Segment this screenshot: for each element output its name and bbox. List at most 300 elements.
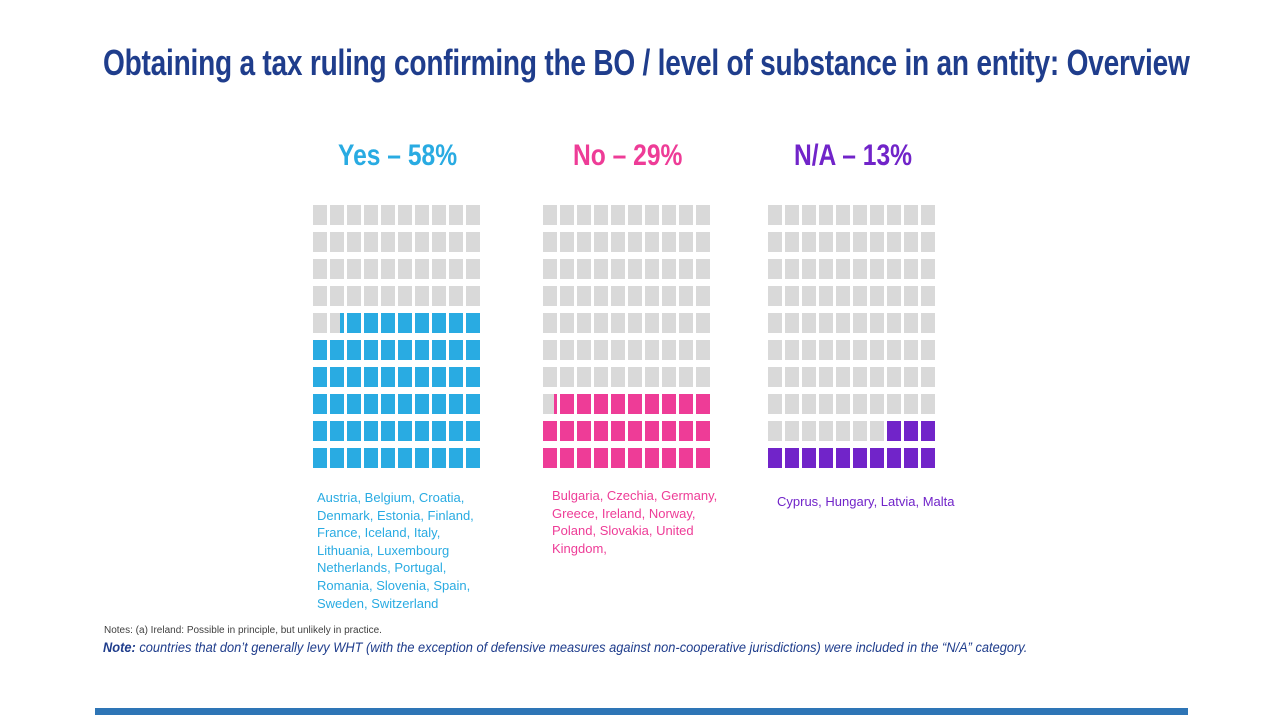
waffle-cell — [381, 340, 395, 360]
waffle-cell — [870, 232, 884, 252]
waffle-cell — [560, 421, 574, 441]
waffle-cell — [577, 259, 591, 279]
waffle-cell — [628, 394, 642, 414]
waffle-cell — [836, 448, 850, 468]
waffle-cell — [696, 394, 710, 414]
waffle-cell — [887, 259, 901, 279]
waffle-cell — [802, 259, 816, 279]
waffle-cell — [921, 313, 935, 333]
waffle-cell — [594, 313, 608, 333]
waffle-cell — [870, 448, 884, 468]
waffle-cell — [819, 205, 833, 225]
waffle-cell — [921, 421, 935, 441]
waffle-cell — [313, 205, 327, 225]
waffle-cell — [560, 367, 574, 387]
waffle-cell — [628, 205, 642, 225]
waffle-cell — [802, 367, 816, 387]
waffle-cell — [611, 394, 625, 414]
waffle-cell — [415, 367, 429, 387]
waffle-cell — [904, 448, 918, 468]
waffle-cell — [785, 232, 799, 252]
waffle-cell — [802, 232, 816, 252]
waffle-cell — [611, 313, 625, 333]
waffle-cell — [432, 286, 446, 306]
waffle-cell — [887, 367, 901, 387]
footnote-ireland: Notes: (a) Ireland: Possible in principle, but unlikely in practice. — [104, 625, 382, 636]
waffle-cell — [347, 367, 361, 387]
waffle-cell — [768, 367, 782, 387]
waffle-cell — [785, 313, 799, 333]
waffle-cell — [415, 448, 429, 468]
waffle-cell — [313, 448, 327, 468]
waffle-cell — [560, 232, 574, 252]
waffle-cell — [836, 340, 850, 360]
waffle-cell — [819, 313, 833, 333]
waffle-cell — [819, 286, 833, 306]
waffle-cell — [696, 448, 710, 468]
country-list-na: Cyprus, Hungary, Latvia, Malta — [777, 494, 955, 509]
waffle-cell — [577, 367, 591, 387]
waffle-cell — [594, 394, 608, 414]
waffle-cell — [364, 448, 378, 468]
waffle-cell — [819, 394, 833, 414]
waffle-cell — [662, 340, 676, 360]
waffle-cell — [887, 205, 901, 225]
waffle-cell — [662, 286, 676, 306]
waffle-cell — [577, 232, 591, 252]
waffle-cell — [696, 421, 710, 441]
waffle-cell — [679, 313, 693, 333]
waffle-cell — [611, 367, 625, 387]
waffle-cell — [381, 421, 395, 441]
waffle-cell — [628, 448, 642, 468]
waffle-cell — [577, 394, 591, 414]
waffle-cell — [768, 448, 782, 468]
waffle-cell — [853, 205, 867, 225]
waffle-cell — [313, 286, 327, 306]
waffle-cell — [415, 232, 429, 252]
waffle-cell — [836, 259, 850, 279]
waffle-cell — [836, 232, 850, 252]
waffle-cell — [449, 259, 463, 279]
waffle-cell — [432, 259, 446, 279]
waffle-cell — [836, 421, 850, 441]
waffle-cell — [381, 394, 395, 414]
waffle-cell — [904, 340, 918, 360]
waffle-cell — [577, 448, 591, 468]
waffle-cell — [645, 394, 659, 414]
waffle-cell — [645, 313, 659, 333]
waffle-cell — [466, 259, 480, 279]
waffle-cell — [543, 205, 557, 225]
waffle-cell — [785, 448, 799, 468]
waffle-cell — [466, 421, 480, 441]
waffle-cell — [313, 367, 327, 387]
waffle-cell-partial — [554, 394, 557, 414]
waffle-cell — [785, 394, 799, 414]
waffle-cell — [415, 205, 429, 225]
waffle-cell — [696, 367, 710, 387]
waffle-cell — [398, 340, 412, 360]
chart-header-yes-label: Yes – 58% — [338, 139, 458, 172]
waffle-cell — [628, 259, 642, 279]
waffle-cell — [628, 232, 642, 252]
waffle-cell — [785, 205, 799, 225]
waffle-cell — [364, 313, 378, 333]
waffle-cell — [887, 232, 901, 252]
waffle-cell — [594, 205, 608, 225]
waffle-cell — [594, 448, 608, 468]
waffle-cell — [870, 205, 884, 225]
waffle-cell — [662, 367, 676, 387]
waffle-cell — [679, 367, 693, 387]
waffle-cell — [594, 340, 608, 360]
waffle-cell — [904, 421, 918, 441]
waffle-cell — [415, 340, 429, 360]
waffle-cell — [432, 367, 446, 387]
waffle-cell — [432, 340, 446, 360]
waffle-cell — [466, 286, 480, 306]
waffle-cell — [466, 313, 480, 333]
waffle-cell — [594, 259, 608, 279]
waffle-cell — [853, 367, 867, 387]
waffle-cell — [819, 421, 833, 441]
waffle-cell — [432, 394, 446, 414]
waffle-cell — [662, 394, 676, 414]
page-title: Obtaining a tax ruling confirming the BO / level of substance in an entity: Overview — [103, 42, 1190, 83]
waffle-cell — [768, 394, 782, 414]
waffle-cell — [611, 421, 625, 441]
waffle-cell — [560, 394, 574, 414]
waffle-cell — [415, 259, 429, 279]
waffle-cell — [921, 340, 935, 360]
waffle-chart-na — [768, 205, 935, 468]
waffle-cell — [768, 421, 782, 441]
waffle-cell — [466, 340, 480, 360]
waffle-cell — [785, 259, 799, 279]
waffle-cell — [853, 394, 867, 414]
waffle-cell — [330, 421, 344, 441]
waffle-cell — [785, 421, 799, 441]
waffle-cell — [398, 232, 412, 252]
waffle-cell — [330, 448, 344, 468]
waffle-cell — [381, 448, 395, 468]
waffle-cell — [330, 205, 344, 225]
waffle-cell — [645, 421, 659, 441]
footer-accent-bar — [95, 708, 1188, 715]
waffle-cell — [466, 448, 480, 468]
waffle-cell — [330, 394, 344, 414]
waffle-chart-no — [543, 205, 710, 468]
waffle-cell — [313, 232, 327, 252]
footnote-main-label: Note: — [103, 640, 136, 655]
waffle-cell — [432, 232, 446, 252]
waffle-cell — [870, 367, 884, 387]
waffle-cell — [398, 205, 412, 225]
waffle-cell — [432, 448, 446, 468]
waffle-cell — [768, 205, 782, 225]
waffle-cell — [364, 259, 378, 279]
waffle-cell — [645, 286, 659, 306]
waffle-cell — [313, 394, 327, 414]
waffle-cell-partial — [340, 313, 344, 333]
waffle-cell — [466, 367, 480, 387]
waffle-cell — [594, 232, 608, 252]
waffle-cell — [921, 286, 935, 306]
waffle-cell — [904, 286, 918, 306]
waffle-cell — [921, 367, 935, 387]
waffle-cell — [679, 259, 693, 279]
waffle-cell — [662, 421, 676, 441]
waffle-cell — [819, 232, 833, 252]
footnote-main — [103, 640, 1027, 655]
waffle-cell — [870, 259, 884, 279]
waffle-cell — [645, 259, 659, 279]
waffle-cell — [347, 448, 361, 468]
waffle-cell — [819, 448, 833, 468]
waffle-cell — [819, 367, 833, 387]
waffle-cell — [381, 286, 395, 306]
waffle-cell — [662, 205, 676, 225]
waffle-cell — [611, 340, 625, 360]
waffle-cell — [611, 205, 625, 225]
waffle-cell — [543, 367, 557, 387]
waffle-cell — [921, 205, 935, 225]
waffle-cell — [543, 232, 557, 252]
waffle-cell — [313, 313, 327, 333]
waffle-cell — [415, 394, 429, 414]
waffle-cell — [611, 448, 625, 468]
waffle-cell — [398, 367, 412, 387]
waffle-cell — [347, 394, 361, 414]
waffle-cell — [313, 259, 327, 279]
waffle-cell — [679, 394, 693, 414]
footnote-main-text: countries that don’t generally levy WHT (with the exception of defensive measures against non-cooperative jurisdictions) were included in the “N/A” category. — [135, 640, 1028, 655]
waffle-cell — [560, 286, 574, 306]
waffle-cell — [364, 232, 378, 252]
waffle-cell — [870, 421, 884, 441]
waffle-cell — [662, 259, 676, 279]
waffle-cell — [594, 286, 608, 306]
waffle-cell — [577, 421, 591, 441]
waffle-cell — [802, 286, 816, 306]
waffle-cell — [904, 232, 918, 252]
waffle-cell — [398, 259, 412, 279]
waffle-cell — [870, 286, 884, 306]
waffle-cell — [628, 367, 642, 387]
waffle-cell — [836, 394, 850, 414]
waffle-cell — [768, 340, 782, 360]
waffle-cell — [679, 205, 693, 225]
waffle-cell — [819, 340, 833, 360]
waffle-cell — [381, 367, 395, 387]
waffle-cell — [768, 232, 782, 252]
waffle-cell — [785, 286, 799, 306]
waffle-cell — [696, 259, 710, 279]
waffle-cell — [662, 232, 676, 252]
waffle-cell — [853, 232, 867, 252]
waffle-cell — [836, 205, 850, 225]
waffle-cell — [594, 421, 608, 441]
waffle-cell — [679, 448, 693, 468]
waffle-cell — [347, 421, 361, 441]
waffle-cell — [449, 286, 463, 306]
waffle-cell — [449, 421, 463, 441]
waffle-cell — [347, 340, 361, 360]
waffle-cell — [802, 394, 816, 414]
waffle-cell — [696, 232, 710, 252]
waffle-cell — [330, 232, 344, 252]
waffle-cell — [904, 367, 918, 387]
waffle-cell — [543, 421, 557, 441]
waffle-cell — [802, 313, 816, 333]
waffle-cell — [415, 286, 429, 306]
waffle-cell — [543, 448, 557, 468]
waffle-cell — [696, 286, 710, 306]
waffle-cell — [870, 394, 884, 414]
waffle-cell — [543, 340, 557, 360]
waffle-cell — [853, 340, 867, 360]
waffle-chart-yes — [313, 205, 480, 468]
waffle-cell — [466, 394, 480, 414]
chart-header-na — [768, 139, 938, 173]
waffle-cell — [415, 421, 429, 441]
waffle-cell — [921, 232, 935, 252]
waffle-cell — [853, 259, 867, 279]
waffle-cell — [364, 421, 378, 441]
waffle-cell — [870, 340, 884, 360]
waffle-cell — [921, 448, 935, 468]
waffle-cell — [802, 421, 816, 441]
waffle-cell — [836, 313, 850, 333]
waffle-cell — [611, 259, 625, 279]
waffle-cell — [628, 421, 642, 441]
waffle-cell — [543, 313, 557, 333]
chart-header-na-label: N/A – 13% — [793, 139, 913, 172]
waffle-cell — [466, 205, 480, 225]
waffle-cell — [398, 421, 412, 441]
waffle-cell — [543, 394, 557, 414]
waffle-cell — [696, 340, 710, 360]
waffle-cell — [768, 286, 782, 306]
waffle-cell — [696, 205, 710, 225]
waffle-cell — [887, 340, 901, 360]
waffle-cell — [645, 340, 659, 360]
waffle-cell — [887, 286, 901, 306]
waffle-cell — [679, 232, 693, 252]
waffle-cell — [560, 313, 574, 333]
waffle-cell — [887, 394, 901, 414]
waffle-cell — [904, 205, 918, 225]
waffle-cell — [398, 394, 412, 414]
country-list-yes: Austria, Belgium, Croatia, Denmark, Estonia, Finland, France, Iceland, Italy, Lithuania, Luxembourg Netherlands, Portugal, Romania, Slovenia, Spain, Sweden, Switzerland — [317, 490, 474, 611]
waffle-cell — [679, 421, 693, 441]
waffle-cell — [628, 286, 642, 306]
waffle-cell — [611, 232, 625, 252]
waffle-cell — [577, 313, 591, 333]
waffle-cell — [364, 394, 378, 414]
waffle-cell — [887, 421, 901, 441]
waffle-cell — [577, 205, 591, 225]
waffle-cell — [645, 205, 659, 225]
country-list-no: Bulgaria, Czechia, Germany, Greece, Ireland, Norway, Poland, Slovakia, United Kingdom, — [552, 488, 718, 556]
waffle-cell — [628, 340, 642, 360]
waffle-cell — [802, 340, 816, 360]
waffle-cell — [662, 313, 676, 333]
waffle-cell — [381, 313, 395, 333]
waffle-cell — [330, 340, 344, 360]
waffle-cell — [381, 259, 395, 279]
waffle-cell — [364, 286, 378, 306]
waffle-cell — [364, 205, 378, 225]
waffle-cell — [802, 448, 816, 468]
waffle-cell — [904, 259, 918, 279]
waffle-cell — [696, 313, 710, 333]
waffle-cell — [904, 313, 918, 333]
waffle-cell — [364, 367, 378, 387]
waffle-cell — [785, 340, 799, 360]
waffle-cell — [449, 448, 463, 468]
waffle-cell — [398, 448, 412, 468]
waffle-cell — [679, 286, 693, 306]
chart-header-yes — [313, 139, 483, 173]
waffle-cell — [560, 205, 574, 225]
waffle-cell — [330, 367, 344, 387]
waffle-cell — [449, 340, 463, 360]
waffle-cell — [577, 340, 591, 360]
waffle-cell — [560, 448, 574, 468]
waffle-cell — [432, 313, 446, 333]
waffle-cell — [543, 286, 557, 306]
chart-header-no — [543, 139, 713, 173]
waffle-cell — [904, 394, 918, 414]
waffle-cell — [853, 448, 867, 468]
waffle-cell — [449, 205, 463, 225]
waffle-cell — [645, 232, 659, 252]
waffle-cell — [870, 313, 884, 333]
waffle-cell — [768, 259, 782, 279]
waffle-cell — [543, 259, 557, 279]
waffle-cell — [662, 448, 676, 468]
waffle-cell — [785, 367, 799, 387]
waffle-cell — [347, 232, 361, 252]
waffle-cell — [330, 259, 344, 279]
waffle-cell — [347, 259, 361, 279]
waffle-cell — [768, 313, 782, 333]
waffle-cell — [853, 421, 867, 441]
waffle-cell — [449, 367, 463, 387]
waffle-cell — [560, 340, 574, 360]
waffle-cell — [628, 313, 642, 333]
waffle-cell — [466, 232, 480, 252]
waffle-cell — [802, 205, 816, 225]
waffle-cell — [577, 286, 591, 306]
waffle-cell — [330, 286, 344, 306]
waffle-cell — [836, 367, 850, 387]
waffle-cell — [364, 340, 378, 360]
chart-header-no-label: No – 29% — [573, 139, 683, 172]
waffle-cell — [645, 448, 659, 468]
waffle-cell — [449, 313, 463, 333]
waffle-cell — [887, 313, 901, 333]
waffle-cell — [611, 286, 625, 306]
waffle-cell — [819, 259, 833, 279]
waffle-cell — [560, 259, 574, 279]
waffle-cell — [449, 394, 463, 414]
waffle-cell — [313, 340, 327, 360]
waffle-cell — [347, 313, 361, 333]
waffle-cell — [330, 313, 344, 333]
